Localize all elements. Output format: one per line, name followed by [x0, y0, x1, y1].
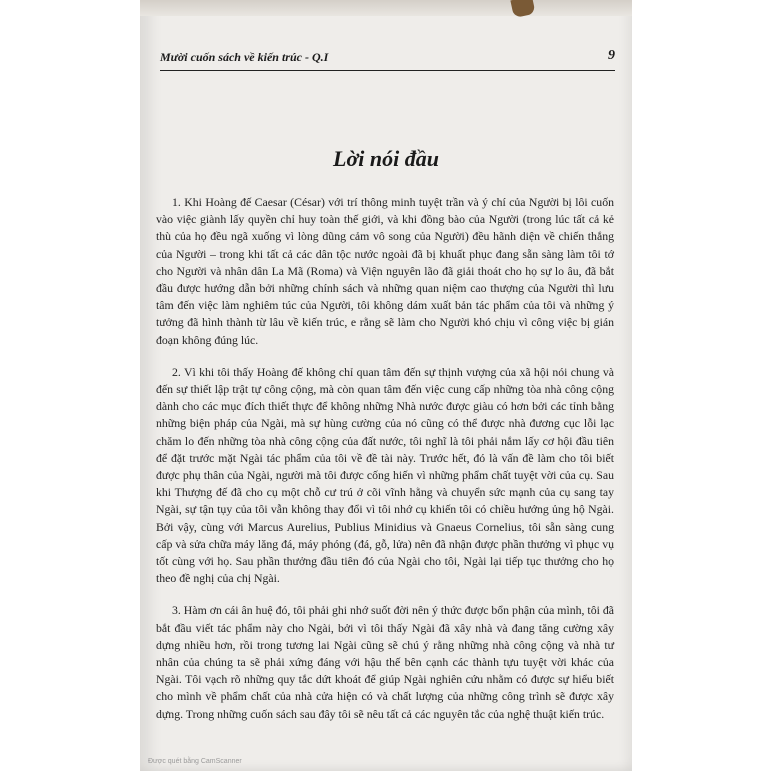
page-number: 9 — [608, 48, 615, 63]
paragraph-2: 2. Vì khi tôi thấy Hoàng đế không chỉ quan tâm đến sự thịnh vượng của xã hội nói chung và đến sự thiết lập trật tự công cộng, mà còn quan tâm đến việc cung cấp những tòa nhà công cộng dành cho các mục đích thiết thực để không những Nhà nước được giàu có hơn bởi các tỉnh bằng những biện pháp của Ngài, mà sự hùng cường của nó cũng có thể được nhà đương cục lỗi lạc chăm lo đến những tòa nhà công cộng của đất nước, tôi nghĩ là tôi phải nắm lấy cơ hội đầu tiên để đặt trước mặt Ngài tác phẩm của tôi về đề tài này. Trước hết, đó là vấn đề làm cho tôi biết được phụ thân của Ngài, người mà tôi được cống hiến vì những phẩm chất tuyệt vời của cụ. Sau khi Thượng đế đã cho cụ một chỗ cư trú ở cõi vĩnh hằng và chuyển sức mạnh của cụ sang tay Ngài, sự tận tụy của tôi vẫn không thay đổi vì tôi nhớ cụ khiến tôi có chiều hướng ủng hộ Ngài. Bởi vậy, cùng với Marcus Aurelius, Publius Minidius và Gnaeus Cornelius, tôi sẵn sàng cung cấp và sửa chữa máy lăng đá, máy phóng (đá, gỗ, lửa) nên đã nhận được phần thưởng vì phục vụ tốt cùng với họ. Sau phần thưởng đầu tiên đó của Ngài cho tôi, Ngài lại tiếp tục thưởng cho họ theo đề nghị của chị Ngài. — [156, 364, 614, 586]
scanner-watermark: Được quét bằng CamScanner — [148, 758, 242, 765]
body-text — [156, 194, 614, 723]
chapter-title: Lời nói đầu — [333, 146, 439, 171]
running-header — [160, 46, 615, 71]
book-page — [140, 0, 632, 771]
running-title: Mười cuốn sách về kiến trúc - Q.I — [160, 50, 329, 64]
top-page-edge — [140, 0, 632, 16]
paragraph-3: 3. Hàm ơn cái ân huệ đó, tôi phải ghi nhớ suốt đời nên ý thức được bổn phận của mình, tôi đã bắt đầu viết tác phẩm này cho Ngài, bởi vì tôi thấy Ngài đã xây nhà và đang tăng cường xây dựng nhiều hơn, rồi trong tương lai Ngài cũng sẽ chú ý rằng những nhà công cộng và nhà tư nhân của chúng ta sẽ phải xứng đáng với hậu thế bên cạnh các thành tựu tuyệt vời khác của Ngài. Tôi vạch rõ những quy tắc dứt khoát để giúp Ngài nghiên cứu nhằm có được sự hiểu biết cho mình về phẩm chất của nhà cửa hiện có và chất lượng của những công trình sẽ được xây dựng. Trong những cuốn sách sau đây tôi sẽ nêu tất cả các nguyên tắc của nghệ thuật kiến trúc. — [156, 603, 614, 721]
paragraph-1: 1. Khi Hoàng đế Caesar (César) với trí thông minh tuyệt trần và ý chí của Người bị lôi cuốn vào việc giành lấy quyền chỉ huy toàn thế giới, và khi đồng bào của Người (trong lúc tất cả kẻ thù của họ đều ngã xuống vì lòng dũng cảm vô song của Người) đều hãnh diện về chiến thắng của Người – trong khi tất cả các dân tộc nước ngoài đã bị khuất phục đang sẵn sàng làm tôi tớ cho Người và nhân dân La Mã (Roma) và Viện nguyên lão đã giải thoát cho họ sự lo âu, đã bắt đầu được hướng dẫn bởi những chính sách và những quan niệm cao thượng của Người thì lưu tâm đến việc làm nghiêm túc của Người, tôi không dám xuất bản tác phẩm của tôi và những ý tưởng đã hình thành từ lâu về kiến trúc, e rằng sẽ làm cho Người khó chịu vì công việc bị gián đoạn không đúng lúc. — [156, 195, 614, 347]
